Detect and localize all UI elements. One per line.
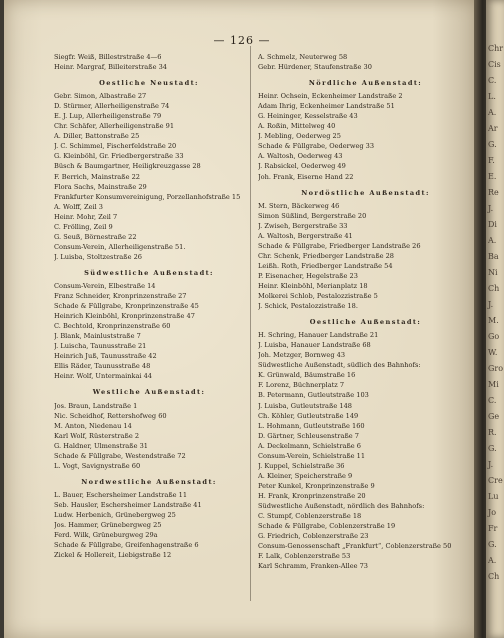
- directory-entry: J. Blank, Mainluststraße 7: [54, 332, 141, 341]
- directory-entry: Simon Süßlind, Bergerstraße 20: [258, 211, 367, 220]
- right-column: [258, 52, 473, 571]
- directory-entry: Gebr. Hürdener, Staufenstraße 30: [258, 63, 372, 72]
- next-page-fragment: A.: [488, 556, 497, 565]
- directory-entry: Schade & Füllgrabe, Coblenzerstraße 19: [258, 522, 396, 531]
- next-page-fragment: Ar: [488, 124, 498, 133]
- directory-entry: J. Luisba, Stoltzestraße 26: [54, 252, 142, 261]
- directory-entry: Südwestliche Außenstadt, südlich des Bahnhofs:: [258, 361, 421, 370]
- directory-entry: L. Hohmann, Gutleutstraße 160: [258, 421, 365, 430]
- directory-entry: Heinrich Kleinböhl, Kronprinzenstraße 47: [54, 312, 195, 321]
- left-column: [54, 52, 244, 560]
- directory-entry: J. Luisba, Gutleutstraße 148: [258, 401, 352, 410]
- directory-entry: Schade & Füllgrabe, Westendstraße 72: [54, 451, 186, 460]
- next-page-fragment: C.: [488, 76, 497, 85]
- directory-entry: E. J. Lup, Allerheiligenstraße 79: [54, 112, 162, 121]
- next-page-fragment: A.: [488, 108, 497, 117]
- directory-entry: Adam Ihrig, Eckenheimer Landstraße 51: [258, 102, 395, 111]
- directory-entry: Consum-Verein, Allerheiligenstraße 51.: [54, 242, 186, 251]
- section-heading: Westliche Außenstadt:: [92, 388, 206, 397]
- next-page-fragment: M.: [488, 316, 499, 325]
- directory-entry: J. Schick, Pestalozzistraße 18.: [258, 302, 358, 311]
- directory-entry: Leißh. Roth, Friedberger Landstraße 54: [258, 261, 393, 270]
- directory-entry: A. Roßin, Mittelweg 40: [258, 122, 336, 131]
- directory-entry: J. C. Schimmel, Fischerfeldstraße 20: [54, 142, 177, 151]
- directory-entry: Heinrich Juß, Taunusstraße 42: [54, 352, 157, 361]
- directory-entry: Schade & Füllgrabe, Friedberger Landstraße 26: [258, 241, 421, 250]
- directory-entry: Heinr. Wolf, Untermainkai 44: [54, 372, 153, 381]
- directory-entry: C. Stumpf, Coblenzerstraße 18: [258, 512, 362, 521]
- directory-entry: A. Deckelmann, Schielstraße 6: [258, 441, 362, 450]
- directory-entry: J. Zwiseh, Bergerstraße 33: [258, 221, 348, 230]
- directory-entry: D. Gärtner, Schleusenstraße 7: [258, 431, 359, 440]
- next-page-fragment: Go: [488, 332, 500, 341]
- directory-entry: C. Bechtold, Kronprinzenstraße 60: [54, 322, 171, 331]
- next-page-fragment: C.: [488, 396, 497, 405]
- directory-entry: F. Lorenz, Büchnerplatz 7: [258, 381, 345, 390]
- directory-entry: G. Friedrich, Coblenzerstraße 23: [258, 532, 369, 541]
- directory-entry: Heinr. Mohr, Zeil 7: [54, 212, 118, 221]
- section-heading: Oestliche Außenstadt:: [309, 318, 422, 327]
- next-page-fragment: J.: [488, 204, 494, 213]
- directory-entry: Karl Schramm, Franken-Allee 73: [258, 562, 368, 571]
- directory-entry: H. Schring, Hanauer Landstraße 21: [258, 331, 379, 340]
- next-page-fragment: R.: [488, 428, 497, 437]
- section-heading: Südwestliche Außenstadt:: [84, 268, 214, 277]
- directory-entry: K. Grünwald, Bäumstraße 16: [258, 371, 356, 380]
- directory-entry: L. Vogt, Savignystraße 60: [54, 461, 141, 470]
- directory-entry: P. Eisenacher, Hegelstraße 23: [258, 271, 358, 280]
- directory-entry: Schade & Füllgrabe, Kronprinzenstraße 45: [54, 302, 199, 311]
- section-heading: Oestliche Neustadt:: [99, 79, 199, 88]
- next-page-fragment: Mi: [488, 380, 499, 389]
- directory-entry: Ludw. Herbenich, Grünebergweg 25: [54, 510, 176, 519]
- directory-entry: Flora Sachs, Mainstraße 29: [54, 182, 147, 191]
- directory-entry: Heinr. Ochsein, Eckenheimer Landstraße 2: [258, 92, 403, 101]
- directory-entry: Seb. Hausler, Eschersheimer Landstraße 41: [54, 500, 202, 509]
- directory-entry: Heinr. Kleinböhl, Merianplatz 18: [258, 281, 368, 290]
- directory-entry: Jos. Braun, Landstraße 1: [54, 401, 138, 410]
- directory-entry: Zickel & Hollereit, Liebigstraße 12: [54, 551, 172, 560]
- directory-entry: Ferd. Wilk, Grüneburgweg 29a: [54, 531, 158, 540]
- next-page-fragment: Cre: [488, 476, 503, 485]
- directory-entry: Chr. Schenk, Friedberger Landstraße 28: [258, 251, 394, 260]
- directory-entry: A. Schmelz, Neuterweg 58: [258, 53, 348, 61]
- next-page-fragment: Chr: [488, 44, 504, 53]
- directory-entry: G. Heininger, Kesselstraße 43: [258, 112, 358, 121]
- directory-entry: A. Waltosh, Oederweg 43: [258, 152, 343, 161]
- directory-entry: Joh. Metzger, Bornweg 43: [258, 351, 346, 360]
- next-page-fragment: Ch: [488, 284, 500, 293]
- next-page-edge: [486, 0, 504, 638]
- directory-entry: F. Berrich, Mainstraße 22: [54, 172, 140, 181]
- directory-entry: Ellis Räder, Taunusstraße 48: [54, 362, 151, 371]
- section-heading: Nördliche Außenstadt:: [308, 79, 423, 88]
- next-page-fragment: Cis: [488, 60, 501, 69]
- next-page-fragment: Ni: [488, 268, 498, 277]
- section-heading: Nordwestliche Außenstadt:: [81, 477, 217, 486]
- directory-entry: Jos. Hammer, Grünebergweg 25: [54, 521, 162, 530]
- directory-entry: Nic. Scheidhof, Rettershofweg 60: [54, 411, 167, 420]
- directory-entry: Südwestliche Außenstadt, nördlich des Bahnhofs:: [258, 501, 425, 510]
- directory-entry: A. Wolff, Zeil 3: [54, 202, 103, 211]
- next-page-fragment: Ba: [488, 252, 499, 261]
- directory-entry: J. Kuppel, Schielstraße 36: [258, 461, 345, 470]
- next-page-fragment: Fr: [488, 524, 498, 533]
- directory-entry: C. Frölling, Zeil 9: [54, 222, 113, 231]
- section-heading: Nordöstliche Außenstadt:: [301, 188, 430, 197]
- directory-entry: M. Stern, Bäckerweg 46: [258, 201, 340, 210]
- directory-entry: Ch. Köhler, Gutleutstraße 149: [258, 411, 359, 420]
- directory-entry: Büsch & Baumgartner, Heiligkreuzgasse 28: [54, 162, 201, 171]
- next-page-fragment: G.: [488, 140, 497, 149]
- next-page-fragment: G.: [488, 444, 497, 453]
- next-page-fragment: L.: [488, 92, 496, 101]
- next-page-fragment: J.: [488, 300, 494, 309]
- directory-entry: Chr. Schäfer, Allerheiligenstraße 91: [54, 122, 175, 131]
- directory-entry: F. Lalk, Coblenzerstraße 53: [258, 552, 351, 561]
- directory-entry: G. Seuß, Börnestraße 22: [54, 232, 137, 241]
- directory-entry: Schade & Füllgrabe, Greifenhagenstraße 6: [54, 541, 199, 550]
- document-page: [4, 0, 480, 638]
- directory-entry: Consum-Verein, Elbestraße 14: [54, 281, 156, 290]
- directory-entry: A. Diller, Battonstraße 25: [54, 132, 140, 141]
- directory-entry: A. Waltosh, Bergerstraße 41: [258, 231, 353, 240]
- directory-entry: A. Kleiner, Speicherstraße 9: [258, 471, 353, 480]
- directory-entry: J. Mebling, Oederweg 25: [258, 132, 341, 141]
- directory-entry: Consum-Genossenschaft „Frankfurt“, Coblenzerstraße 50: [258, 542, 452, 551]
- directory-entry: Molkerei Schlob, Pestalozzistraße 5: [258, 292, 378, 301]
- next-page-fragment: F.: [488, 156, 495, 165]
- directory-entry: M. Anton, Niedenau 14: [54, 421, 132, 430]
- column-divider: [250, 46, 251, 601]
- next-page-fragment: W.: [488, 348, 498, 357]
- directory-entry: J. Rabsickel, Oederweg 49: [258, 162, 346, 171]
- next-page-fragment: Lu: [488, 492, 499, 501]
- directory-entry: Frankfurter Konsumvereinigung, Porzellanhofstraße 15: [54, 192, 241, 201]
- next-page-fragment: Gro: [488, 364, 504, 373]
- next-page-fragment: G.: [488, 540, 497, 549]
- next-page-fragment: Di: [488, 220, 497, 229]
- page-number: — 126 —: [213, 34, 271, 47]
- directory-entry: Joh. Frank, Eiserne Hand 22: [258, 172, 354, 181]
- directory-entry: Franz Schneider, Kronprinzenstraße 27: [54, 292, 187, 301]
- directory-entry: Gebr. Simon, Albastraße 27: [54, 92, 147, 101]
- next-page-fragment: E.: [488, 172, 497, 181]
- directory-entry: Schade & Füllgrabe, Oederweg 33: [258, 142, 375, 151]
- directory-entry: Consum-Verein, Schielstraße 11: [258, 451, 366, 460]
- next-page-fragment: Ge: [488, 412, 500, 421]
- directory-entry: D. Stürmer, Allerheiligenstraße 74: [54, 102, 170, 111]
- next-page-fragment: A.: [488, 236, 497, 245]
- directory-entry: H. Frank, Kronprinzenstraße 20: [258, 491, 366, 500]
- next-page-fragment: Ch: [488, 572, 500, 581]
- next-page-fragment: Jo: [488, 508, 497, 517]
- directory-entry: Peter Kunkel, Kronprinzenstraße 9: [258, 481, 375, 490]
- next-page-fragment: Re: [488, 188, 499, 197]
- directory-entry: J. Luischa, Taunusstraße 21: [54, 342, 147, 351]
- directory-entry: Karl Wolf, Rüsterstraße 2: [54, 431, 140, 440]
- directory-entry: Siegfr. Weiß, Billestrstraße 4—6: [54, 53, 162, 61]
- next-page-fragment: J.: [488, 460, 494, 469]
- directory-entry: L. Bauer, Eschersheimer Landstraße 11: [54, 490, 188, 499]
- directory-entry: Heinr. Margraf, Billeiterstraße 34: [54, 63, 167, 72]
- directory-entry: B. Petermann, Gutleutstraße 103: [258, 391, 369, 400]
- directory-entry: G. Haldner, Ulmenstraße 31: [54, 441, 148, 450]
- directory-entry: G. Kleinböhl, Gr. Friedbergerstraße 33: [54, 152, 184, 161]
- directory-entry: J. Luisba, Hanauer Landstraße 68: [258, 341, 371, 350]
